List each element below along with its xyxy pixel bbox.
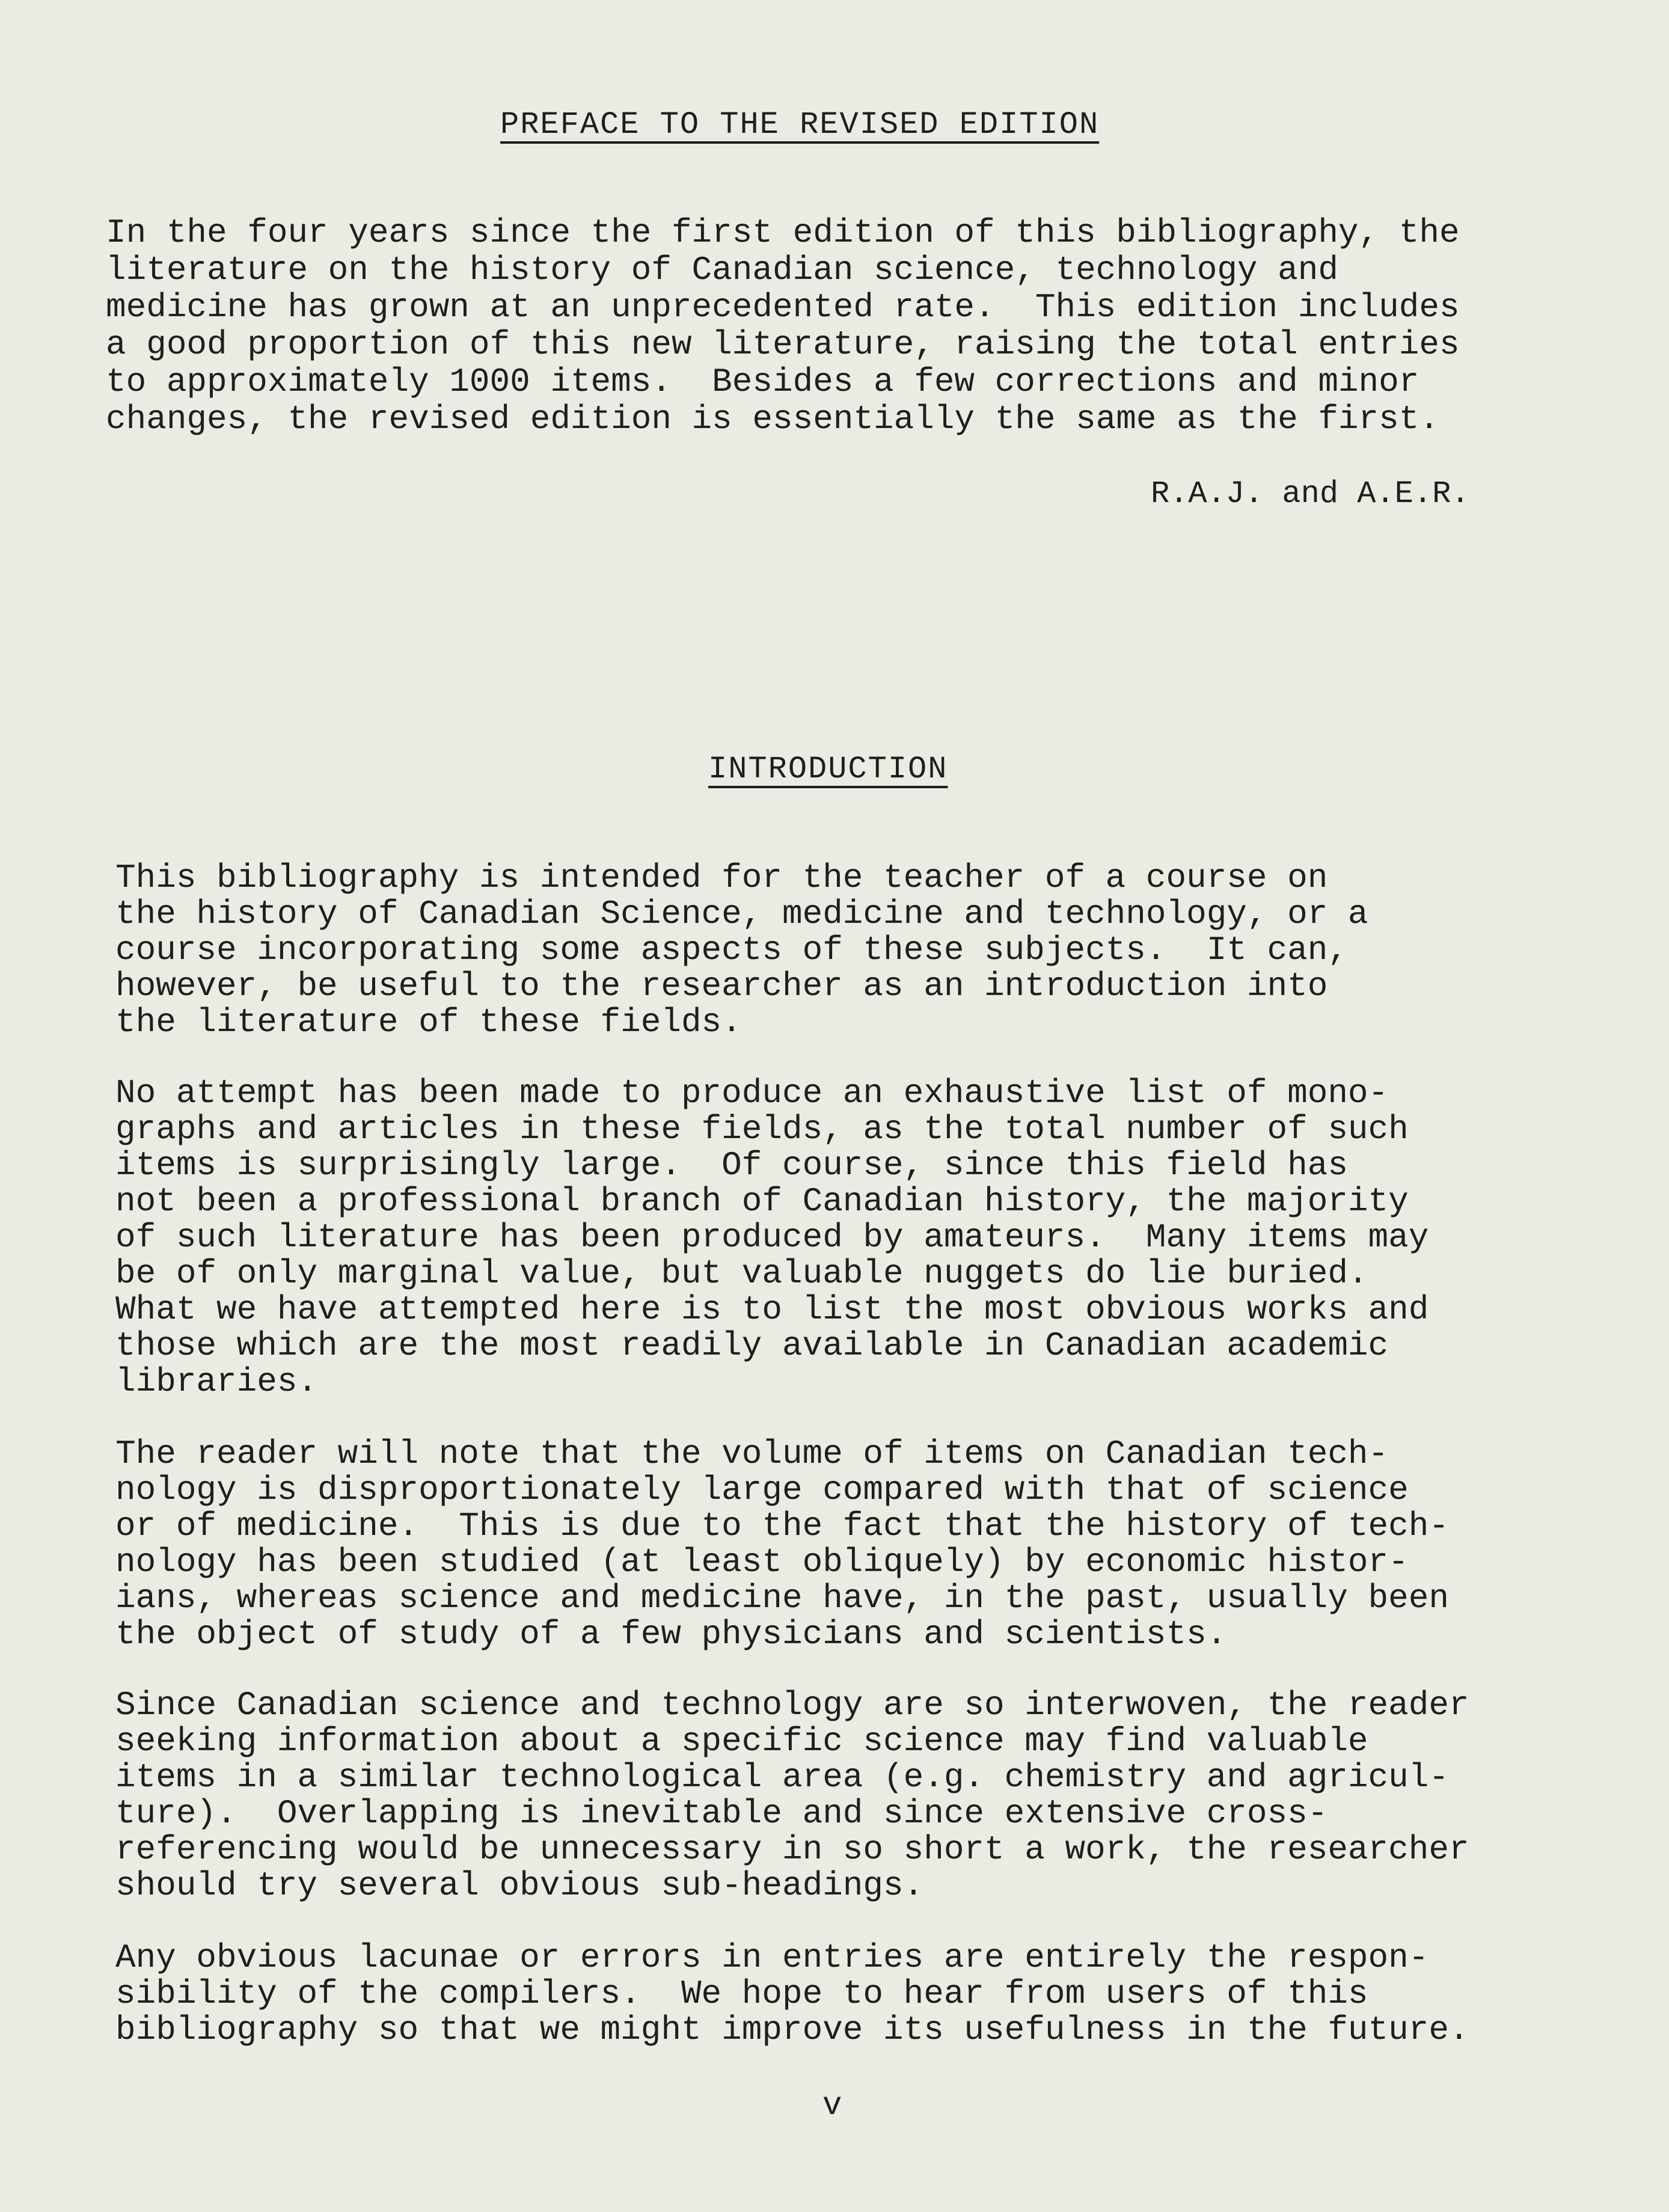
introduction-paragraph-2: No attempt has been made to produce an exhaustive list of mono- graphs and articles in these fields, as the total number of such items is surprisingly large. Of course, since this field has not been a professional branch of Canadian history, the majority of such literature has been produced by amateurs. Many items may be of only marginal value, but valuable nuggets do lie buried. What we have attempted here is to list the most obvious works and those which are the most readily available in Canadian academic libraries. — [115, 1074, 1429, 1401]
preface-signature: R.A.J. and A.E.R. — [1151, 476, 1470, 512]
introduction-paragraph-4: Since Canadian science and technology are so interwoven, the reader seeking information about a specific science may find valuable items in a similar technological area (e.g. chemistry and agricul- ture). Overlapping is inevitable and since extensive cross- referencing would be unnecessary in so short a work, the researcher should try several obvious sub-headings. — [115, 1686, 1469, 1905]
introduction-paragraph-1: This bibliography is intended for the teacher of a course on the history of Canadian Science, medicine and technology, or a course incorporating some aspects of these subjects. It can, however, be useful to the researcher as an introduction into the literature of these fields. — [115, 859, 1368, 1041]
introduction-paragraph-5: Any obvious lacunae or errors in entries are entirely the respon- sibility of the compilers. We hope to hear from users of this bibliography so that we might improve its usefulness in the future. — [115, 1938, 1469, 2049]
page-number: v — [822, 2088, 842, 2124]
introduction-paragraph-3: The reader will note that the volume of items on Canadian tech- nology is disproportionately large compared with that of science or of medicine. This is due to the fact that the history of tech- nology has been studied (at least obliquely) by economic histor- ians, whereas science and medicine have, in the past, usually been the object of study of a few physicians and scientists. — [115, 1435, 1449, 1653]
introduction-title: INTRODUCTION — [708, 752, 948, 787]
preface-title: PREFACE TO THE REVISED EDITION — [500, 107, 1100, 142]
preface-paragraph: In the four years since the first edition of this bibliography, the literature on the history of Canadian science, technology and medicine has grown at an unprecedented rate. This edition includes a good proportion of this new literature, raising the total entries to approximately 1000 items. Besides a few corrections and minor changes, the revised edition is essentially the same as the first. — [106, 213, 1460, 438]
